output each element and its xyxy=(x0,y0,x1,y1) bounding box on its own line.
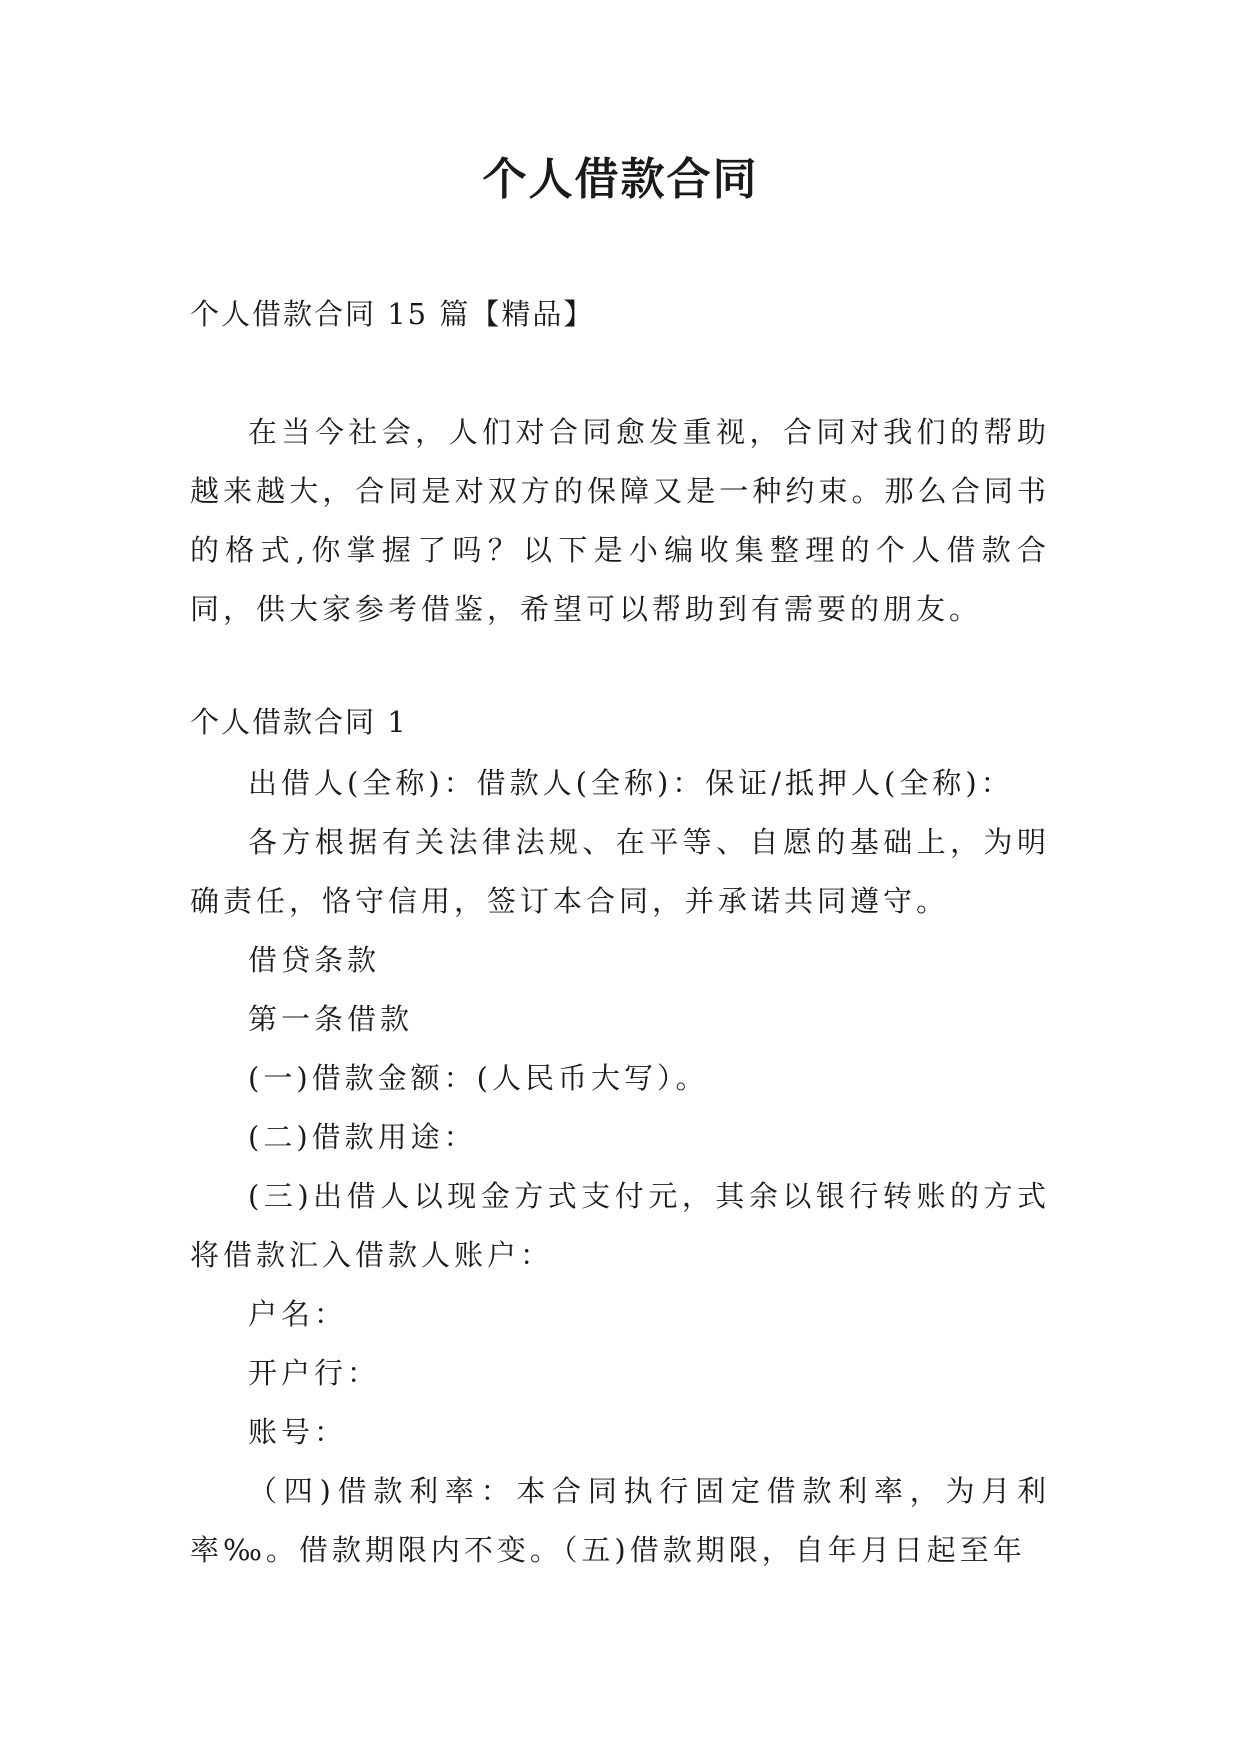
clause-article-one: 第一条借款 xyxy=(248,1002,414,1036)
clause-parties: 出借人(全称)：借款人(全称)：保证/抵押人(全称)： xyxy=(248,766,1014,800)
clause-bank: 开户行： xyxy=(248,1356,381,1390)
clause-interest-rate: （四)借款利率：本合同执行固定借款利率，为月利率‰。借款期限内不变。（五)借款期限，自年月日起至年 xyxy=(190,1474,1050,1567)
section-heading: 个人借款合同 1 xyxy=(190,705,408,739)
clause-loan-amount: (一)借款金额：(人民币大写）。 xyxy=(248,1061,709,1095)
clause-heading-loan-terms: 借贷条款 xyxy=(248,943,381,977)
document-title: 个人借款合同 xyxy=(482,154,759,205)
clause-loan-purpose: (二)借款用途： xyxy=(248,1120,477,1154)
intro-paragraph: 在当今社会，人们对合同愈发重视，合同对我们的帮助越来越大，合同是对双方的保障又是一种约束。那么合同书的格式,你掌握了吗？以下是小编收集整理的个人借款合同，供大家参考借鉴，希望可以帮助到有需要的朋友。 xyxy=(190,415,1050,626)
contract-clauses xyxy=(190,754,1050,1580)
clause-account-name: 户名： xyxy=(248,1297,348,1331)
clause-preamble: 各方根据有关法律法规、在平等、自愿的基础上，为明确责任，恪守信用，签订本合同，并承诺共同遵守。 xyxy=(190,825,1050,918)
document-subtitle: 个人借款合同 15 篇【精品】 xyxy=(190,297,595,331)
clause-account-number: 账号： xyxy=(248,1415,348,1449)
clause-payment-method: (三)出借人以现金方式支付元，其余以银行转账的方式将借款汇入借款人账户： xyxy=(190,1179,1050,1272)
